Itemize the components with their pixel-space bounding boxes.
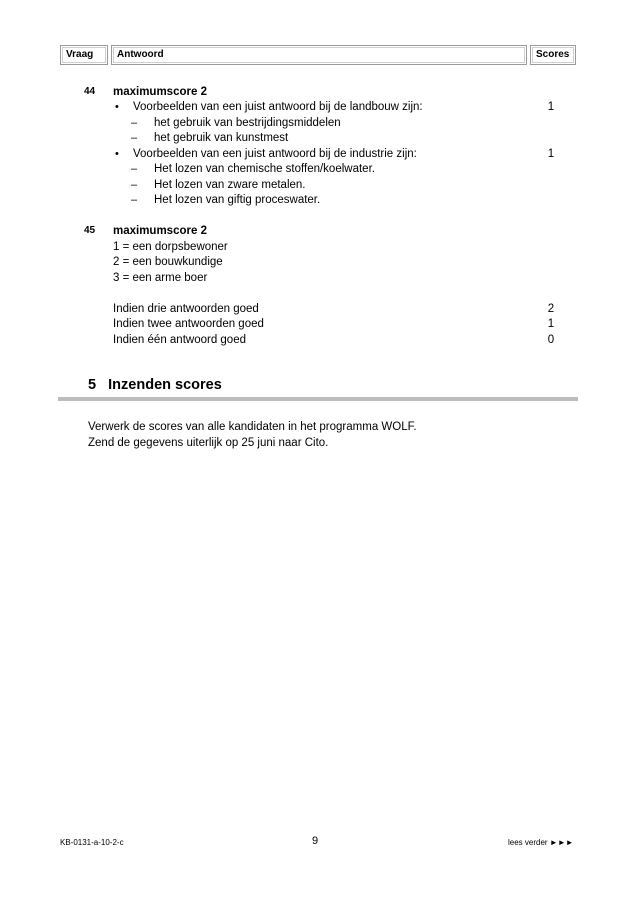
header-vraag-label: Vraag (66, 49, 94, 60)
instruction-line: Zend de gegevens uiterlijk op 25 juni naar Cito. (88, 437, 329, 449)
answer-item: het gebruik van kunstmest (154, 132, 289, 144)
answer-line: Voorbeelden van een juist antwoord bij de landbouw zijn: (133, 101, 423, 113)
question-number: 44 (84, 86, 96, 97)
dash-icon: – (131, 163, 138, 175)
score-value: 0 (547, 334, 555, 346)
scoring-label: Indien drie antwoorden goed (113, 303, 259, 315)
section-title: 5 Inzenden scores (88, 377, 222, 393)
scoring-label: Indien één antwoord goed (113, 334, 246, 346)
answer-item: Het lozen van zware metalen. (154, 179, 306, 191)
answer-line: Voorbeelden van een juist antwoord bij de industrie zijn: (133, 148, 417, 160)
bullet-icon: • (115, 101, 119, 113)
page-number: 9 (312, 835, 319, 847)
answer-item: het gebruik van bestrijdingsmiddelen (154, 117, 341, 129)
header-scores (530, 45, 576, 65)
score-value: 1 (547, 148, 555, 160)
dash-icon: – (131, 132, 138, 144)
answer-item: 1 = een dorpsbewoner (113, 241, 228, 253)
score-value: 2 (547, 303, 555, 315)
answer-item: 2 = een bouwkundige (113, 256, 223, 268)
question-number: 45 (84, 225, 96, 236)
answer-item: Het lozen van giftig proceswater. (154, 194, 321, 206)
header-vraag (60, 45, 108, 65)
max-score: maximumscore 2 (113, 86, 207, 98)
max-score: maximumscore 2 (113, 225, 207, 237)
dash-icon: – (131, 179, 138, 191)
instruction-line: Verwerk de scores van alle kandidaten in het programma WOLF. (88, 421, 417, 433)
header-antwoord (111, 45, 527, 65)
dash-icon: – (131, 117, 138, 129)
section-divider (58, 397, 578, 401)
bullet-icon: • (115, 148, 119, 160)
header-scores-label: Scores (536, 49, 570, 60)
score-value: 1 (547, 318, 555, 330)
document-code: KB-0131-a-10-2-c (60, 838, 124, 847)
continue-label: lees verder ►►► (508, 838, 574, 847)
scoring-label: Indien twee antwoorden goed (113, 318, 264, 330)
header-antwoord-label: Antwoord (117, 49, 164, 60)
dash-icon: – (131, 194, 138, 206)
score-value: 1 (547, 101, 555, 113)
answer-item: Het lozen van chemische stoffen/koelwater. (154, 163, 375, 175)
answer-item: 3 = een arme boer (113, 272, 208, 284)
